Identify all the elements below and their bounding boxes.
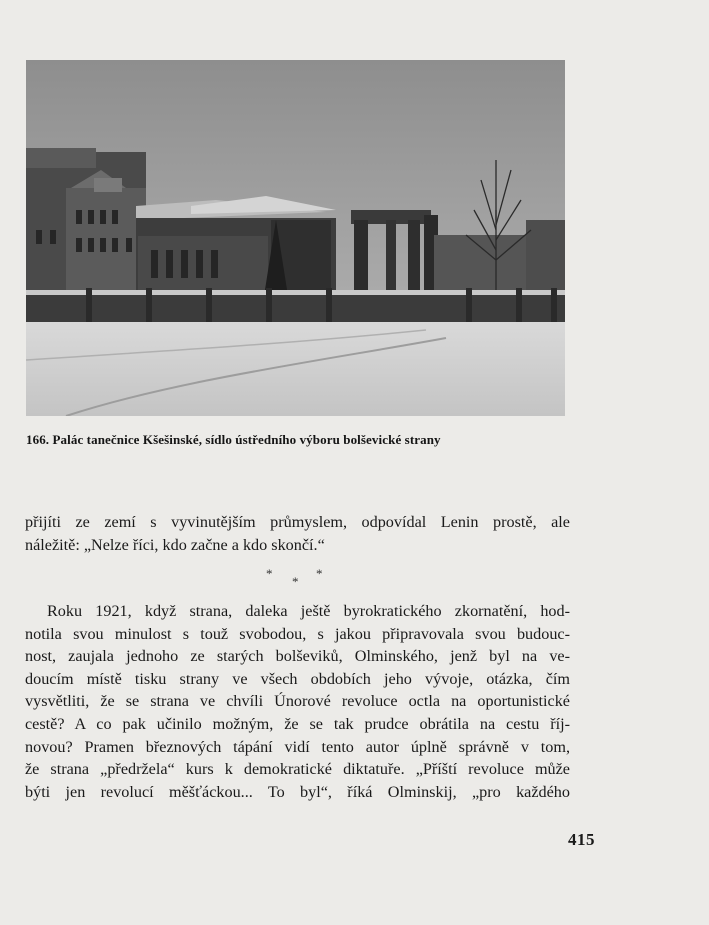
figure-caption: 166. Palác tanečnice Kšešinské, sídlo ústředního výboru bolševické strany	[26, 432, 441, 447]
text-line: doucím místě tisku strany ve všech obdobích jeho vývoje, otázka, čím	[25, 669, 570, 688]
palace-photograph	[26, 60, 565, 416]
text-line: cestě? A co pak učinilo možným, že se tak prudce obrátila na cestu říj-	[25, 714, 570, 733]
asterisk: *	[316, 566, 323, 581]
text-line: Roku 1921, když strana, daleka ještě byrokratického zkornatění, hod-	[47, 602, 570, 620]
text-line: že strana „předržela“ kurs k demokratické diktatuře. „Příští revoluce může	[25, 760, 570, 779]
text-line: býti jen revolucí měšťáckou... To byl“, říká Olminskij, „pro každého	[25, 782, 570, 801]
paragraph-main	[25, 600, 570, 803]
section-separator	[262, 566, 332, 590]
text-line: notila svou minulost s touž svobodou, s jakou připravovala svou budouc-	[25, 624, 570, 643]
page-number: 415	[568, 830, 595, 849]
text-line: vysvětliti, že se strana ve chvíli Únorové revoluce octla na oportunistické	[25, 692, 570, 711]
asterisk: *	[292, 574, 299, 589]
text-line: náležitě: „Nelze říci, kdo začne a kdo skončí.“	[25, 535, 325, 554]
paragraph-continuation	[25, 511, 570, 556]
text-line: nost, zaujala jednoho ze starých bolševiků, Olminského, jenž byl na ve-	[25, 647, 570, 666]
palace-photo-drawing	[26, 60, 565, 416]
text-line: přijíti ze zemí s vyvinutějším průmyslem, odpovídal Lenin prostě, ale	[25, 513, 570, 531]
asterisk: *	[266, 566, 273, 581]
text-line: novou? Pramen březnových tápání vidí tento autor úplně správně v tom,	[25, 737, 570, 756]
